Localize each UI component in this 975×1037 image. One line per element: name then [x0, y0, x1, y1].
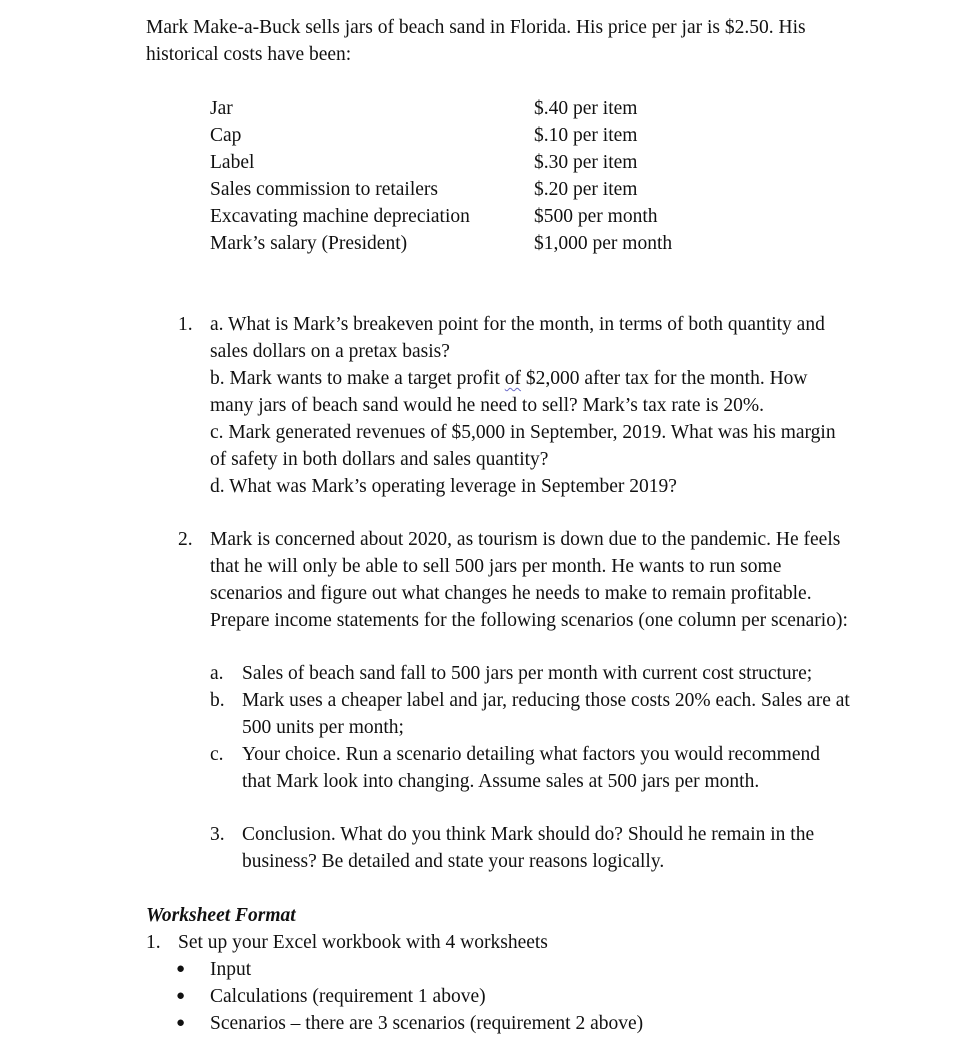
cost-row — [210, 149, 734, 176]
bullet-icon: ● — [176, 1015, 186, 1031]
scenario-line: Sales of beach sand fall to 500 jars per month with current cost structure; — [242, 663, 813, 684]
question-number: 3. — [210, 824, 225, 845]
question-body — [210, 311, 920, 500]
intro-line: Mark Make-a-Buck sells jars of beach sand in Florida. His price per jar is $2.50. His — [146, 17, 806, 38]
question-line: business? Be detailed and state your reasons logically. — [242, 851, 665, 872]
cost-value: $.40 per item — [534, 98, 638, 119]
question-line: c. Mark generated revenues of $5,000 in September, 2019. What was his margin — [210, 422, 836, 443]
question-line: of safety in both dollars and sales quantity? — [210, 449, 549, 470]
list-item: Set up your Excel workbook with 4 worksheets — [178, 932, 548, 953]
question-line: scenarios and figure out what changes he needs to make to remain profitable. — [210, 583, 812, 604]
bullet-item — [176, 983, 643, 1010]
question-1 — [178, 311, 920, 500]
question-line: a. What is Mark’s breakeven point for the month, in terms of both quantity and — [210, 314, 825, 335]
scenario-list — [210, 660, 932, 795]
bullet-icon: ● — [176, 961, 186, 977]
question-line: sales dollars on a pretax basis? — [210, 341, 450, 362]
cost-item: Jar — [210, 98, 233, 119]
cost-item: Label — [210, 152, 255, 173]
cost-row — [210, 230, 734, 257]
cost-item: Cap — [210, 125, 242, 146]
question-number: 1. — [178, 314, 193, 335]
worksheet-heading: Worksheet Format — [146, 905, 296, 926]
cost-table — [210, 95, 734, 257]
cost-value: $500 per month — [534, 206, 658, 227]
text-segment: b. Mark wants to make a target profit — [210, 368, 505, 389]
question-line: Conclusion. What do you think Mark should do? Should he remain in the — [242, 824, 815, 845]
scenario-label: b. — [210, 690, 225, 711]
bullet-item — [176, 956, 643, 983]
cost-value: $1,000 per month — [534, 233, 673, 254]
worksheet-bullets — [176, 956, 643, 1037]
scenario-line: 500 units per month; — [242, 717, 404, 738]
list-number: 1. — [146, 932, 161, 953]
cost-item: Excavating machine depreciation — [210, 206, 470, 227]
cost-item: Sales commission to retailers — [210, 179, 439, 200]
bullet-text: Scenarios – there are 3 scenarios (requirement 2 above) — [210, 1013, 644, 1034]
scenario-item — [210, 687, 932, 741]
cost-value: $.30 per item — [534, 152, 638, 173]
scenario-line: Mark uses a cheaper label and jar, reducing those costs 20% each. Sales are at — [242, 690, 850, 711]
scenario-line: Your choice. Run a scenario detailing what factors you would recommend — [242, 744, 820, 765]
question-body — [210, 526, 920, 634]
cost-row — [210, 95, 734, 122]
cost-row — [210, 122, 734, 149]
cost-row — [210, 176, 734, 203]
question-line: Prepare income statements for the following scenarios (one column per scenario): — [210, 610, 848, 631]
text-segment: $2,000 after tax for the month. How — [521, 368, 808, 389]
question-line: d. What was Mark’s operating leverage in September 2019? — [210, 476, 677, 497]
question-3 — [210, 821, 952, 875]
cost-row — [210, 203, 734, 230]
cost-value: $.20 per item — [534, 179, 638, 200]
bullet-icon: ● — [176, 988, 186, 1004]
intro-paragraph — [146, 14, 906, 68]
bullet-text: Input — [210, 959, 252, 980]
question-2 — [178, 526, 920, 634]
cost-value: $.10 per item — [534, 125, 638, 146]
bullet-text: Calculations (requirement 1 above) — [210, 986, 486, 1007]
scenario-item — [210, 741, 932, 795]
worksheet-list — [146, 929, 548, 956]
scenario-label: a. — [210, 663, 224, 684]
scenario-line: that Mark look into changing. Assume sales at 500 jars per month. — [242, 771, 760, 792]
question-line: that he will only be able to sell 500 jars per month. He wants to run some — [210, 556, 782, 577]
question-number: 2. — [178, 529, 193, 550]
question-line: Mark is concerned about 2020, as tourism is down due to the pandemic. He feels — [210, 529, 841, 550]
spellcheck-flagged-word: of — [504, 368, 522, 389]
cost-item: Mark’s salary (President) — [210, 233, 408, 254]
scenario-item — [210, 660, 932, 687]
question-line — [210, 365, 920, 392]
question-line: many jars of beach sand would he need to sell? Mark’s tax rate is 20%. — [210, 395, 764, 416]
scenario-label: c. — [210, 744, 224, 765]
intro-line: historical costs have been: — [146, 44, 352, 65]
